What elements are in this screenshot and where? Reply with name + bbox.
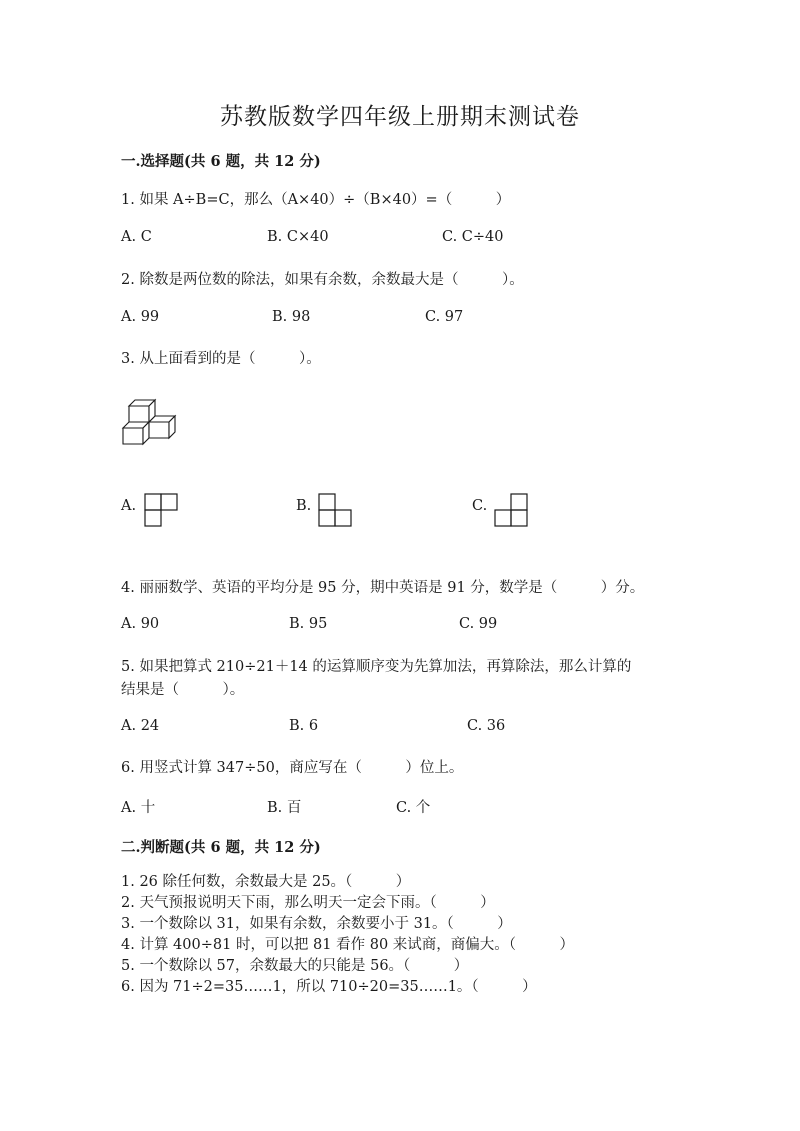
option-a-grid-shape xyxy=(144,493,178,527)
section-heading-true-false: 二.判断题(共 6 题，共 12 分) xyxy=(121,839,321,856)
question-5-option-a: A. 24 xyxy=(121,718,160,734)
tf-item-2: 2. 天气预报说明天下雨，那么明天一定会下雨。（ ） xyxy=(121,895,495,911)
tf-item-5: 5. 一个数除以 57，余数最大的只能是 56。（ ） xyxy=(121,958,469,974)
question-5-option-c: C. 36 xyxy=(467,718,506,734)
question-4: 4. 丽丽数学、英语的平均分是 95 分，期中英语是 91 分，数学是（ ）分。 xyxy=(121,580,645,596)
tf-item-4: 4. 计算 400÷81 时，可以把 81 看作 80 来试商，商偏大。（ ） xyxy=(121,937,575,953)
question-3-option-c: C. xyxy=(472,498,488,514)
question-1: 1. 如果 A÷B=C，那么（A×40）÷（B×40）=（ ） xyxy=(121,192,511,208)
question-3: 3. 从上面看到的是（ ）。 xyxy=(121,351,321,367)
question-1-option-b: B. C×40 xyxy=(267,229,329,245)
question-6-option-c: C. 个 xyxy=(396,800,431,816)
question-5-line-2: 结果是（ ）。 xyxy=(121,682,245,698)
option-c-grid-shape xyxy=(494,493,528,527)
question-3-option-b: B. xyxy=(296,498,312,514)
option-b-grid-shape xyxy=(318,493,352,527)
tf-item-6: 6. 因为 71÷2=35……1，所以 710÷20=35……1。（ ） xyxy=(121,979,537,995)
cube-stack-figure xyxy=(118,398,184,452)
question-5-line-1: 5. 如果把算式 210÷21＋14 的运算顺序变为先算加法，再算除法，那么计算的 xyxy=(121,659,632,675)
question-1-option-c: C. C÷40 xyxy=(442,229,504,245)
question-6-option-a: A. 十 xyxy=(121,800,156,816)
question-2-option-b: B. 98 xyxy=(272,309,311,325)
section-heading-choice: 一.选择题(共 6 题，共 12 分) xyxy=(121,153,321,170)
question-4-option-a: A. 90 xyxy=(121,616,160,632)
tf-item-1: 1. 26 除任何数，余数最大是 25。（ ） xyxy=(121,874,411,890)
page-title: 苏教版数学四年级上册期末测试卷 xyxy=(220,104,580,130)
question-2-option-c: C. 97 xyxy=(425,309,464,325)
question-6: 6. 用竖式计算 347÷50，商应写在（ ）位上。 xyxy=(121,760,464,776)
question-5-option-b: B. 6 xyxy=(289,718,319,734)
tf-item-3: 3. 一个数除以 31，如果有余数，余数要小于 31。（ ） xyxy=(121,916,512,932)
question-4-option-b: B. 95 xyxy=(289,616,328,632)
question-1-option-a: A. C xyxy=(121,229,152,245)
question-3-option-a: A. xyxy=(121,498,137,514)
question-2-option-a: A. 99 xyxy=(121,309,160,325)
question-2: 2. 除数是两位数的除法，如果有余数，余数最大是（ ）。 xyxy=(121,272,524,288)
question-6-option-b: B. 百 xyxy=(267,800,302,816)
question-4-option-c: C. 99 xyxy=(459,616,498,632)
